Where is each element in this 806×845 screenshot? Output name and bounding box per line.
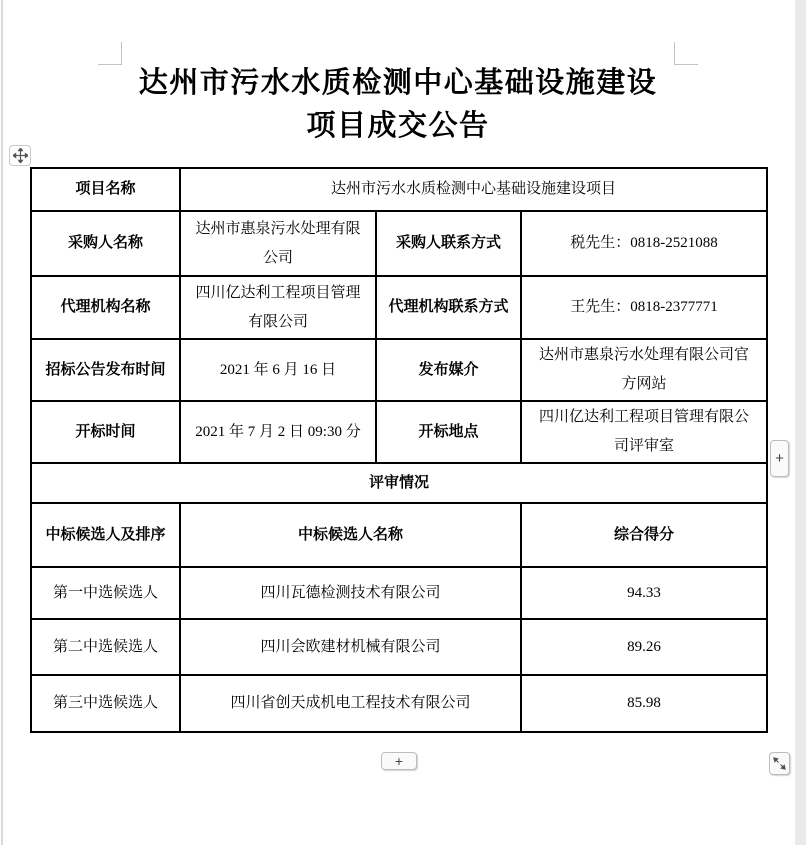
table-row bbox=[31, 675, 767, 732]
left-page-edge bbox=[1, 0, 3, 845]
media-label[interactable]: 发布媒介 bbox=[376, 339, 521, 401]
agency-label[interactable]: 代理机构名称 bbox=[31, 276, 180, 339]
diagonal-resize-icon bbox=[773, 757, 786, 770]
plus-icon: + bbox=[775, 450, 784, 467]
title-line-1[interactable]: 达州市污水水质检测中心基础设施建设 bbox=[138, 67, 658, 99]
candidate-3-name[interactable]: 四川省创天成机电工程技术有限公司 bbox=[180, 675, 521, 732]
candidate-3-rank[interactable]: 第三中选候选人 bbox=[31, 675, 180, 732]
add-column-button[interactable] bbox=[770, 440, 789, 477]
candidate-2-score[interactable]: 89.26 bbox=[521, 619, 767, 675]
candidate-1-rank[interactable]: 第一中选候选人 bbox=[31, 567, 180, 619]
table-row bbox=[31, 567, 767, 619]
table-move-handle-button[interactable] bbox=[9, 145, 31, 166]
agency-contact-label[interactable]: 代理机构联系方式 bbox=[376, 276, 521, 339]
announcement-table bbox=[30, 167, 768, 733]
move-icon bbox=[13, 148, 28, 163]
table-row bbox=[31, 168, 767, 211]
right-gutter bbox=[795, 0, 806, 845]
table-row bbox=[31, 339, 767, 401]
plus-icon: + bbox=[394, 753, 404, 769]
candidate-1-score[interactable]: 94.33 bbox=[521, 567, 767, 619]
table-row bbox=[31, 619, 767, 675]
purchaser-label[interactable]: 采购人名称 bbox=[31, 211, 180, 276]
project-name-label[interactable]: 项目名称 bbox=[31, 168, 180, 211]
purchaser-contact-value[interactable]: 税先生：0818-2521088 bbox=[521, 211, 767, 276]
opening-time-label[interactable]: 开标时间 bbox=[31, 401, 180, 463]
table-row bbox=[31, 276, 767, 339]
notice-date-value[interactable]: 2021 年 6 月 16 日 bbox=[180, 339, 376, 401]
candidate-rank-column-header[interactable]: 中标候选人及排序 bbox=[31, 503, 180, 567]
opening-place-label[interactable]: 开标地点 bbox=[376, 401, 521, 463]
candidate-2-name[interactable]: 四川会欧建材机械有限公司 bbox=[180, 619, 521, 675]
table-resize-button[interactable] bbox=[769, 752, 790, 775]
agency-value[interactable]: 四川亿达利工程项目管理有限公司 bbox=[180, 276, 376, 339]
purchaser-contact-label[interactable]: 采购人联系方式 bbox=[376, 211, 521, 276]
media-value[interactable]: 达州市惠泉污水处理有限公司官方网站 bbox=[521, 339, 767, 401]
project-name-value[interactable]: 达州市污水水质检测中心基础设施建设项目 bbox=[180, 168, 767, 211]
opening-time-value[interactable]: 2021 年 7 月 2 日 09:30 分 bbox=[180, 401, 376, 463]
title-line-2[interactable]: 项目成交公告 bbox=[306, 110, 490, 142]
candidate-score-column-header[interactable]: 综合得分 bbox=[521, 503, 767, 567]
candidate-2-rank[interactable]: 第二中选候选人 bbox=[31, 619, 180, 675]
notice-date-label[interactable]: 招标公告发布时间 bbox=[31, 339, 180, 401]
add-row-button[interactable] bbox=[381, 752, 417, 770]
table-row bbox=[31, 401, 767, 463]
table-row bbox=[31, 463, 767, 503]
opening-place-value[interactable]: 四川亿达利工程项目管理有限公司评审室 bbox=[521, 401, 767, 463]
document-title[interactable] bbox=[30, 62, 766, 148]
purchaser-value[interactable]: 达州市惠泉污水处理有限公司 bbox=[180, 211, 376, 276]
table-row bbox=[31, 503, 767, 567]
review-section-header[interactable]: 评审情况 bbox=[31, 463, 767, 503]
table-row bbox=[31, 211, 767, 276]
agency-contact-value[interactable]: 王先生：0818-2377771 bbox=[521, 276, 767, 339]
candidate-name-column-header[interactable]: 中标候选人名称 bbox=[180, 503, 521, 567]
candidate-1-name[interactable]: 四川瓦德检测技术有限公司 bbox=[180, 567, 521, 619]
candidate-3-score[interactable]: 85.98 bbox=[521, 675, 767, 732]
